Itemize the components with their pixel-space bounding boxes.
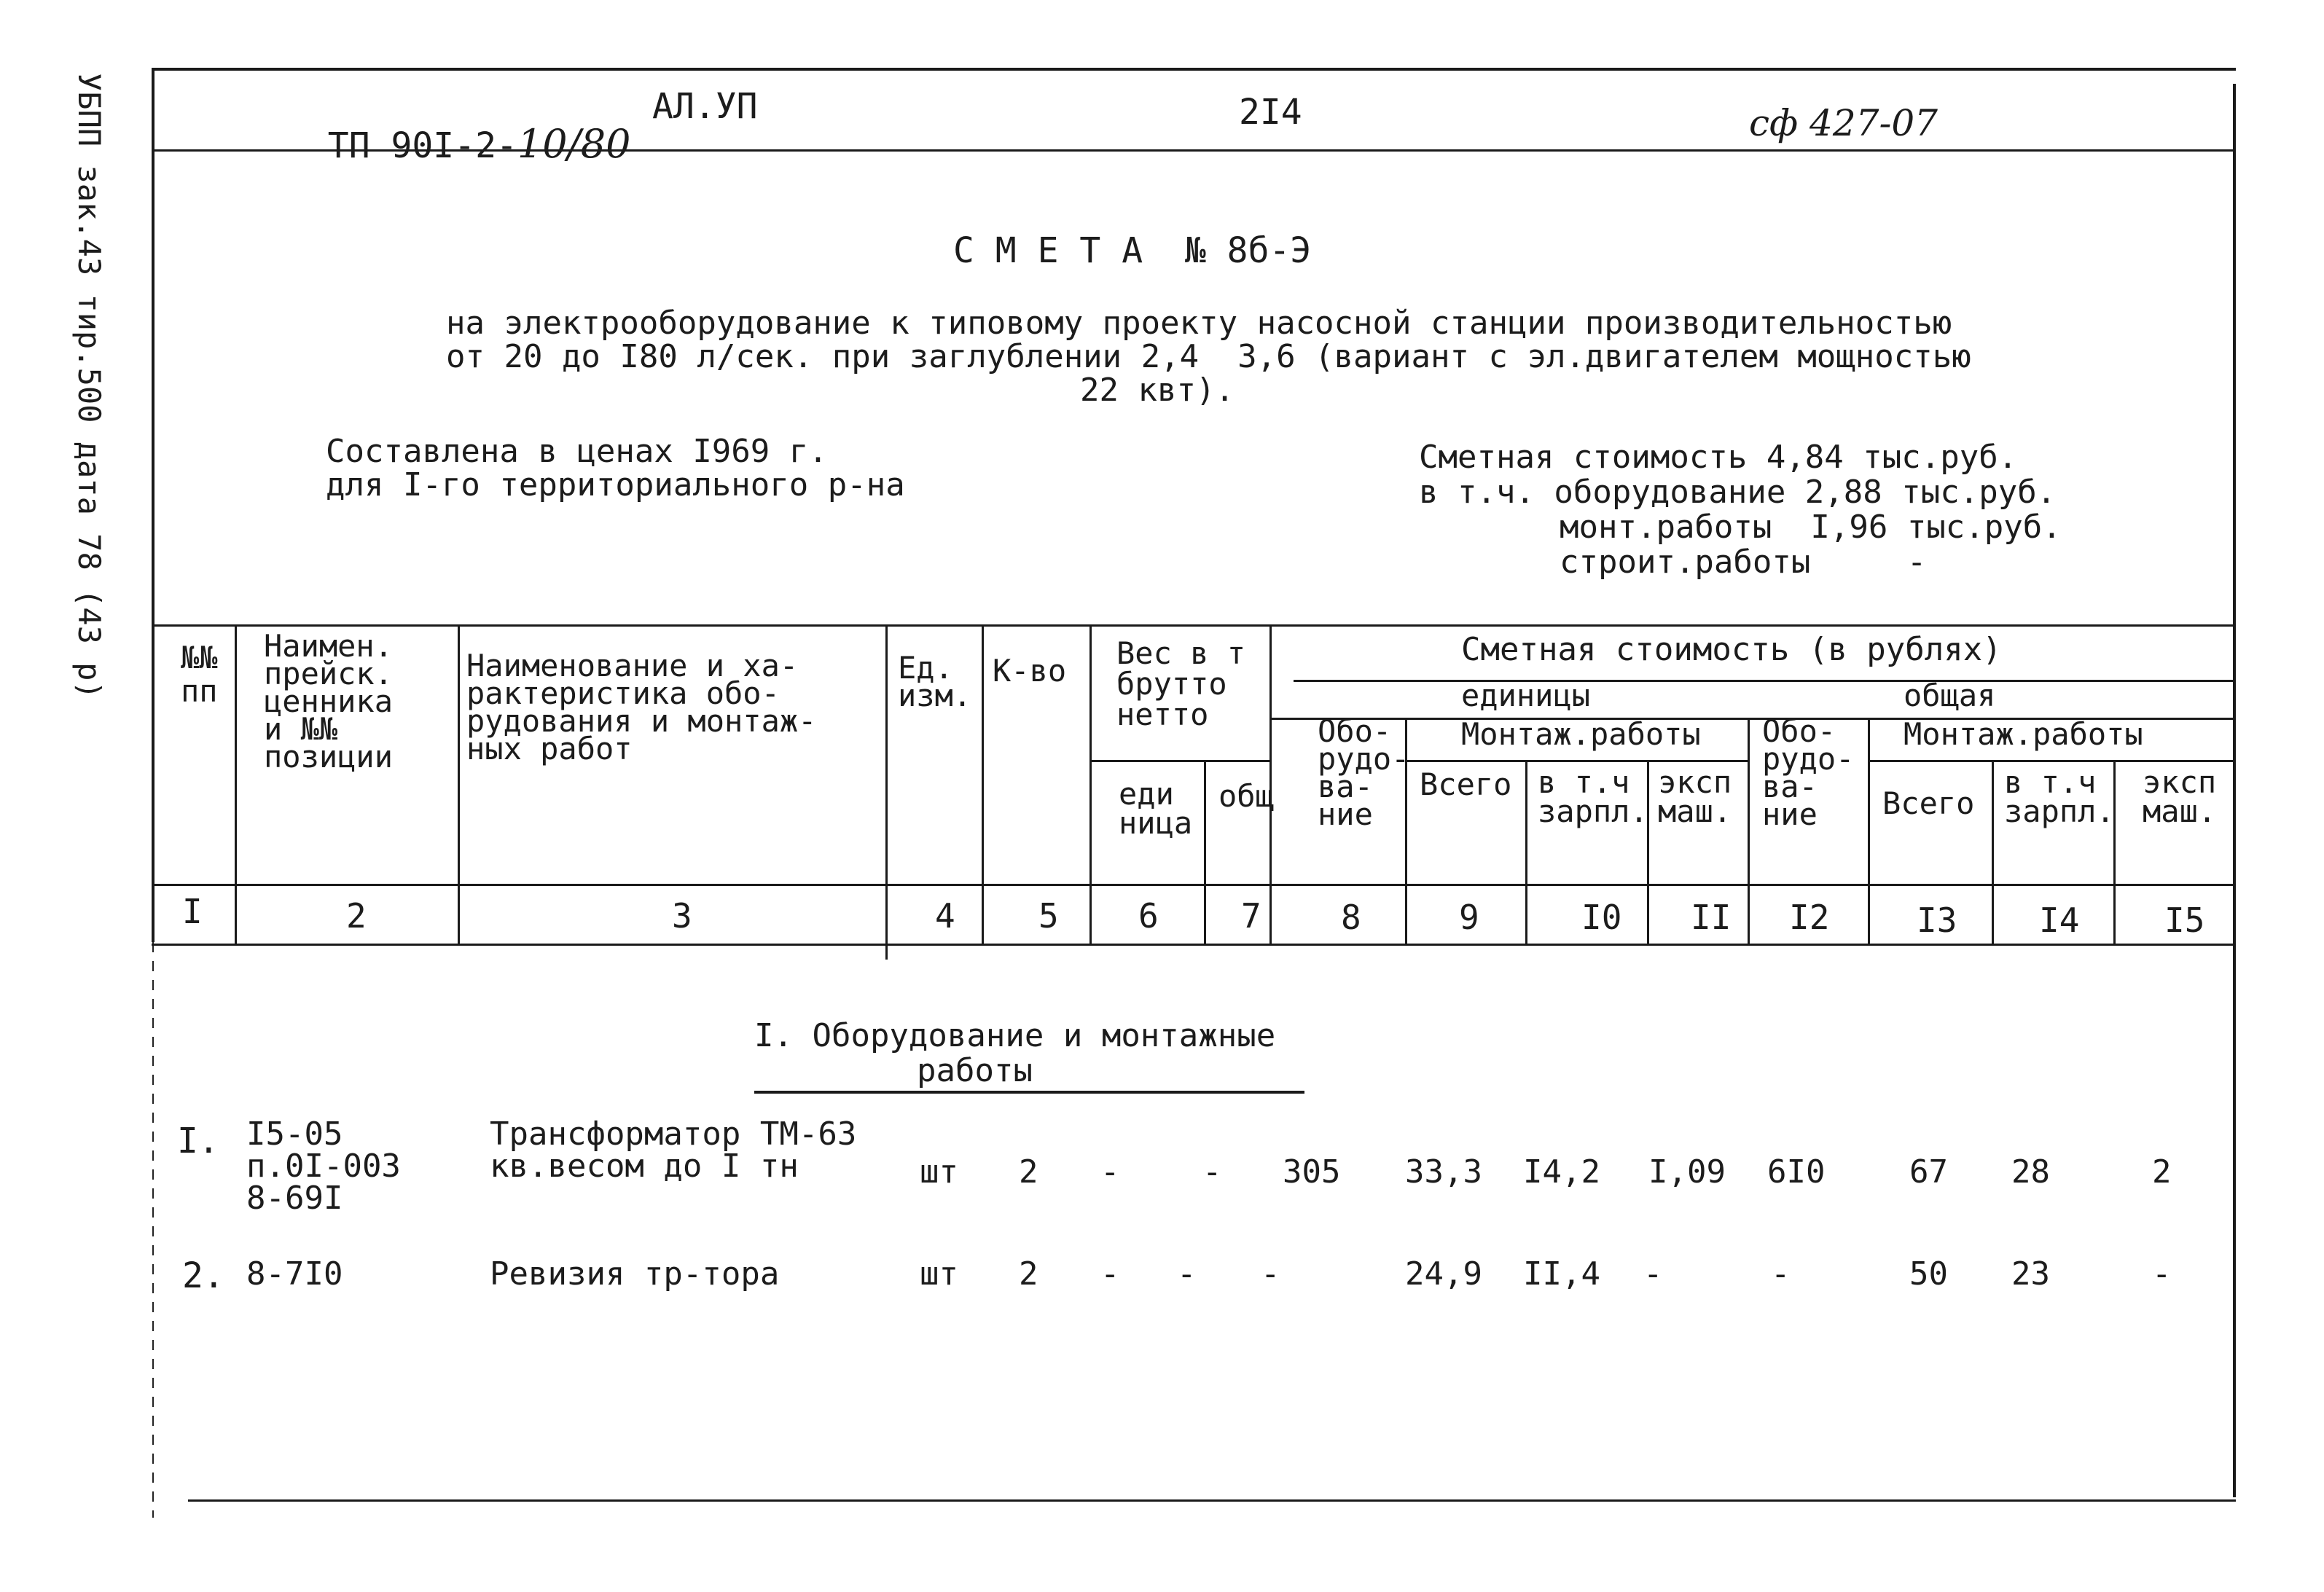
- vline-3: [885, 624, 888, 960]
- hline-cost-group: [1294, 680, 2236, 682]
- row-unit: шт: [920, 1255, 958, 1293]
- header-bottom: [152, 884, 2236, 886]
- col-header-equip-unit: Обо- рудо- ва- ние: [1318, 713, 1410, 832]
- row-qty: 2: [1019, 1153, 1038, 1191]
- frame-bottom: [188, 1499, 2236, 1502]
- hline-weight: [1089, 760, 1269, 762]
- estimate-subtitle-3: 22 квт).: [1080, 372, 1235, 409]
- row-item-name: Трансформатор ТМ-63 кв.весом до I тн: [490, 1115, 857, 1185]
- cost-summary-3: монт.работы I,96 тыс.руб.: [1560, 509, 2062, 546]
- row-machines-unit: -: [1643, 1255, 1663, 1293]
- vline-12: [1868, 718, 1870, 945]
- row-machines-total: 2: [2152, 1153, 2172, 1191]
- col-number-13: I3: [1917, 901, 1957, 940]
- vline-13: [1992, 760, 1994, 945]
- col-number-8: 8: [1341, 898, 1361, 937]
- vline-2: [458, 624, 460, 945]
- row-wages-total: 28: [2011, 1153, 2050, 1191]
- col-number-12: I2: [1789, 898, 1830, 937]
- row-pricelist-code: I5-05 п.0I-003 8-69I: [246, 1115, 401, 1217]
- col-number-1: I: [182, 892, 203, 931]
- col-number-3: 3: [672, 896, 692, 936]
- cost-summary-4: строит.работы -: [1560, 544, 1927, 581]
- page-number: 2I4: [1239, 92, 1302, 133]
- album-code: АЛ.УП: [652, 86, 758, 127]
- row-item-name: Ревизия тр-тора: [490, 1255, 780, 1293]
- vline-5: [1089, 624, 1092, 945]
- hline-mount-total: [1868, 760, 2236, 762]
- row-qty: 2: [1019, 1255, 1038, 1293]
- vline-1: [235, 624, 237, 945]
- frame-left: [152, 68, 154, 942]
- col-header-weight: Вес в т брутто нетто: [1116, 635, 1246, 732]
- col-number-4: 4: [935, 896, 955, 936]
- row-equip-total: 6I0: [1767, 1153, 1826, 1191]
- col-number-7: 7: [1241, 896, 1261, 936]
- col-header-mount-total-wages: в т.ч зарпл.: [2004, 764, 2115, 829]
- project-code: [286, 87, 631, 165]
- estimate-subtitle-1: на электрооборудование к типовому проекту насосной станции производительностью: [446, 305, 1952, 342]
- vline-9: [1525, 760, 1527, 945]
- col-header-no: №№ пп: [181, 640, 218, 709]
- col-number-9: 9: [1459, 898, 1479, 937]
- row-equip-unit: -: [1261, 1255, 1280, 1293]
- col-header-mount-total: Монтаж.работы: [1904, 716, 2143, 752]
- col-header-mount-unit-machines: эксп маш.: [1658, 764, 1732, 829]
- col-header-total-group: общая: [1904, 678, 1996, 713]
- col-header-pricelist: Наимен. прейск. ценника и №№ позиции: [264, 628, 394, 775]
- estimate-subtitle-2: от 20 до I80 л/сек. при заглублении 2,4 3,6 (вариант с эл.двигателем мощностью: [446, 338, 1971, 375]
- section-title-line-1: I. Оборудование и монтажные: [754, 1017, 1276, 1054]
- cost-summary-1: Сметная стоимость 4,84 тыс.руб.: [1419, 439, 2018, 476]
- col-header-mount-unit-total: Всего: [1420, 766, 1512, 802]
- col-number-2: 2: [346, 896, 367, 936]
- vline-4: [982, 624, 984, 945]
- row-number: 2.: [182, 1255, 224, 1296]
- row-wages-total: 23: [2011, 1255, 2050, 1293]
- col-header-weight-total: общ: [1218, 778, 1274, 814]
- col-header-unit-group: единицы: [1461, 678, 1591, 713]
- row-mount-unit: 33,3: [1405, 1153, 1482, 1191]
- col-header-name: Наименование и ха- рактеристика обо- рудования и монтаж- ных работ: [466, 648, 817, 766]
- project-code-handwritten: 10/80: [517, 121, 631, 167]
- row-machines-unit: I,09: [1648, 1153, 1726, 1191]
- col-number-14: I4: [2039, 901, 2080, 940]
- row-wages-unit: I4,2: [1523, 1153, 1600, 1191]
- col-number-10: I0: [1581, 898, 1622, 937]
- hline-mount-unit: [1405, 760, 1748, 762]
- section-title-line-2: работы: [917, 1052, 1033, 1089]
- row-pricelist-code: 8-7I0: [246, 1255, 343, 1293]
- project-code-prefix: ТП 90I-2-: [327, 125, 517, 166]
- col-header-mount-unit: Монтаж.работы: [1461, 716, 1701, 752]
- row-equip-total: -: [1771, 1255, 1791, 1293]
- vline-6: [1204, 760, 1206, 945]
- table-top: [152, 624, 2236, 627]
- row-equip-unit: 305: [1283, 1153, 1341, 1191]
- row-weight-unit: -: [1100, 1255, 1120, 1293]
- col-number-6: 6: [1138, 896, 1159, 936]
- frame-top: [152, 68, 2236, 71]
- col-header-weight-unit: еди ница: [1119, 776, 1193, 841]
- numbers-bottom: [152, 944, 2236, 946]
- col-header-unit: Ед. изм.: [898, 650, 972, 713]
- col-header-mount-total-machines: эксп маш.: [2143, 764, 2217, 829]
- side-stamp: УБПП зак.43 тир.500 дата 78 (43 р): [71, 73, 107, 699]
- col-header-equip-total: Обо- рудо- ва- ние: [1762, 713, 1855, 832]
- row-mount-total: 67: [1909, 1153, 1948, 1191]
- prices-line-1: Составлена в ценах I969 г.: [326, 433, 828, 470]
- cost-summary-2: в т.ч. оборудование 2,88 тыс.руб.: [1419, 474, 2057, 511]
- section-title-underline: [754, 1091, 1304, 1094]
- col-number-5: 5: [1038, 896, 1059, 936]
- frame-left-dashed: [152, 942, 154, 1518]
- row-mount-total: 50: [1909, 1255, 1948, 1293]
- col-number-11: II: [1691, 898, 1732, 937]
- row-unit: шт: [920, 1153, 958, 1191]
- estimate-heading: С М Е Т А № 8б-Э: [953, 230, 1312, 271]
- col-header-mount-unit-wages: в т.ч зарпл.: [1538, 764, 1648, 829]
- row-weight-total: -: [1177, 1255, 1197, 1293]
- row-mount-unit: 24,9: [1405, 1255, 1482, 1293]
- row-weight-unit: -: [1100, 1153, 1120, 1191]
- prices-line-2: для I-го территориального р-на: [326, 466, 905, 503]
- row-machines-total: -: [2152, 1255, 2172, 1293]
- vline-11: [1748, 718, 1750, 945]
- frame-right: [2233, 84, 2236, 1497]
- row-wages-unit: II,4: [1523, 1255, 1600, 1293]
- sheet-reference: сф 427-07: [1749, 102, 1938, 144]
- col-header-mount-total-total: Всего: [1882, 785, 1975, 821]
- col-header-cost-group: Сметная стоимость (в рублях): [1461, 631, 2002, 668]
- row-number: I.: [177, 1121, 219, 1161]
- row-weight-total: -: [1202, 1153, 1222, 1191]
- col-number-15: I5: [2164, 901, 2205, 940]
- col-header-qty: К-во: [993, 653, 1067, 689]
